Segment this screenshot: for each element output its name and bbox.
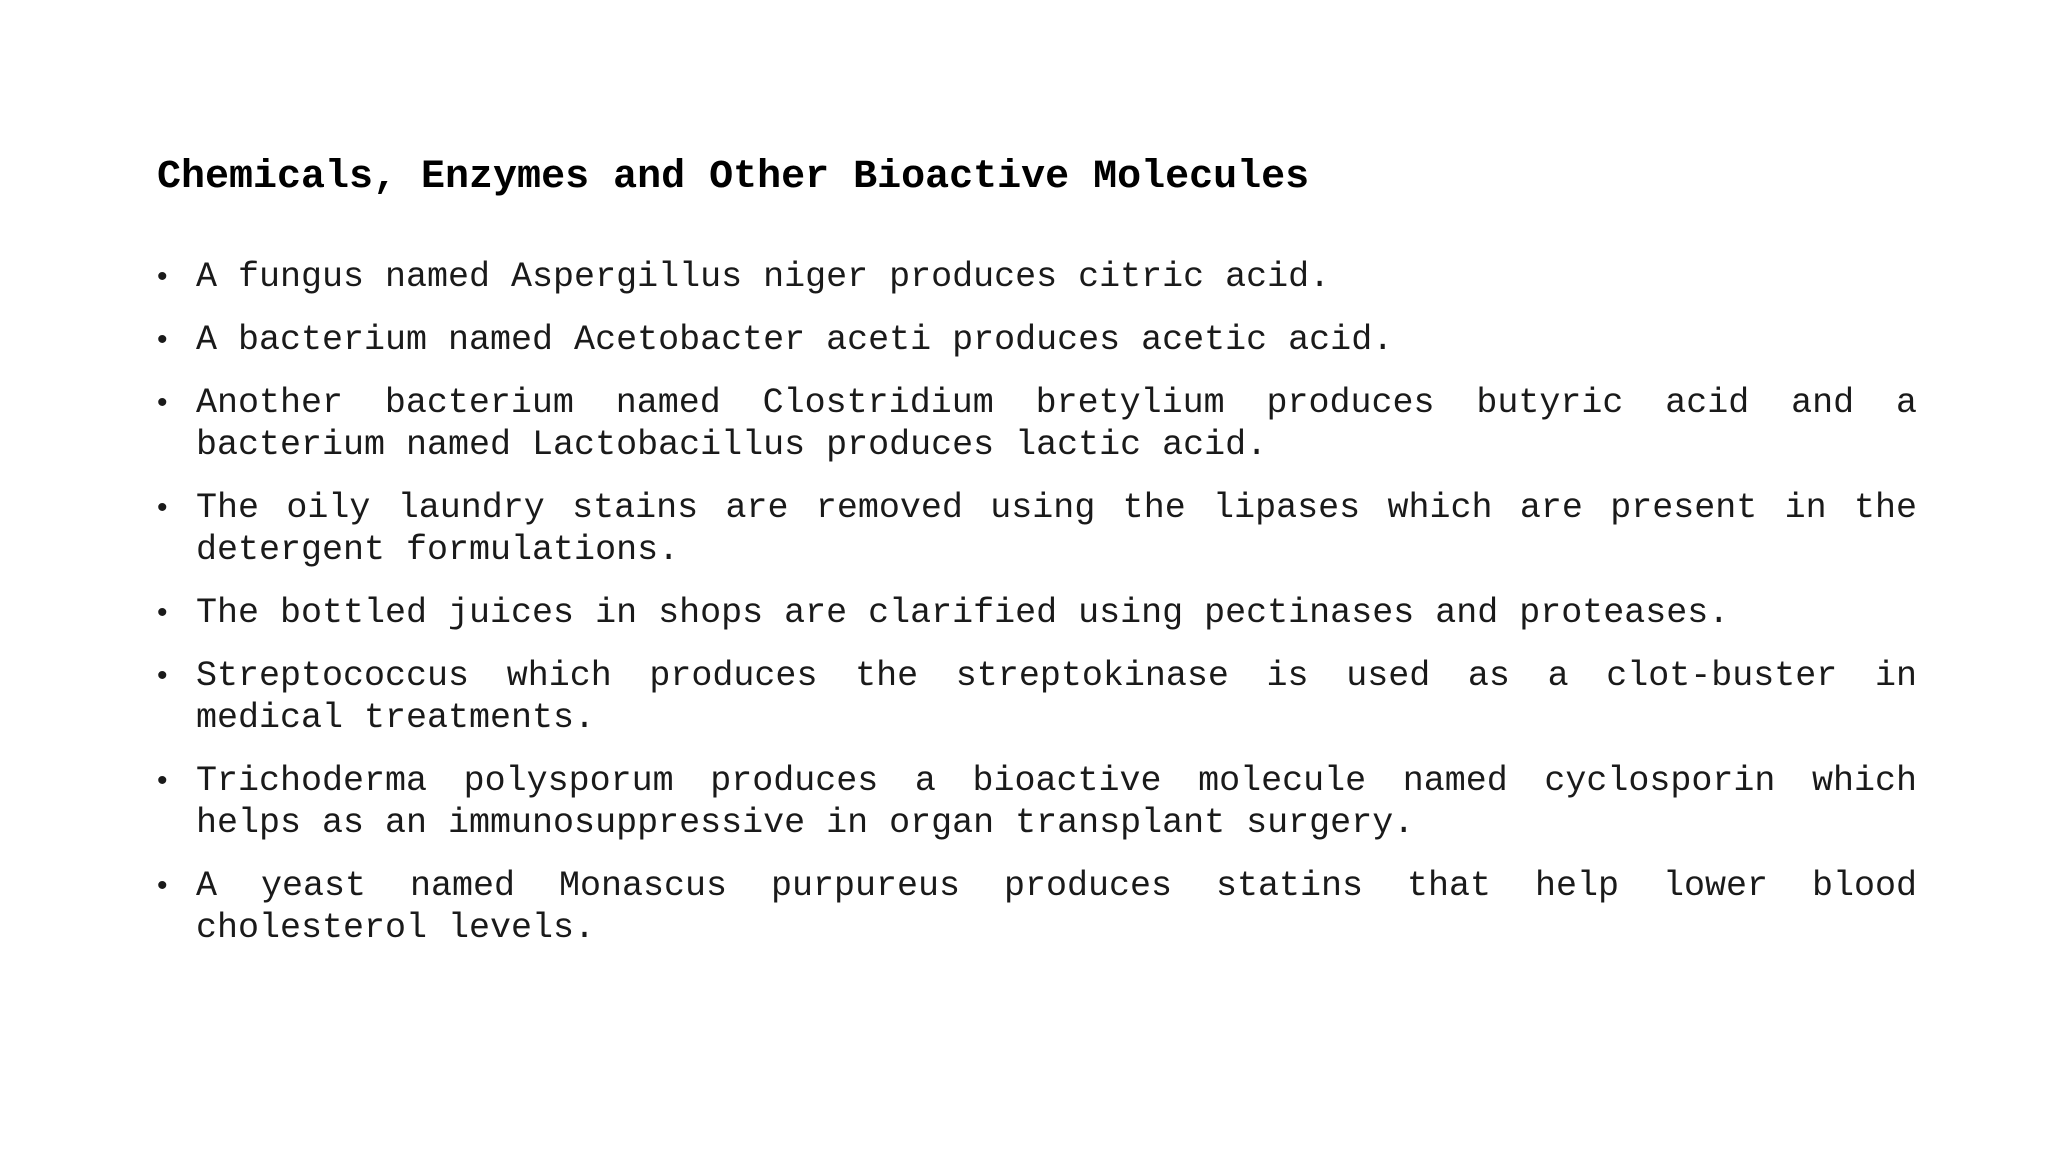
bullet-item [157,655,1917,739]
bullet-text: Streptococcus which produces the streptokinase is used as a clot-buster in medical treatments. [196,656,1917,738]
bullet-icon: • [157,491,168,524]
bullet-item [157,256,1917,298]
bullet-item [157,865,1917,949]
bullet-text: A bacterium named Acetobacter aceti produces acetic acid. [196,320,1394,360]
bullet-text: Another bacterium named Clostridium bretylium produces butyric acid and a bacterium named Lactobacillus produces lactic acid. [196,383,1917,465]
bullet-icon: • [157,659,168,692]
bullet-item [157,760,1917,844]
bullet-list [157,256,1917,970]
bullet-icon: • [157,596,168,629]
bullet-icon: • [157,764,168,797]
bullet-item [157,319,1917,361]
bullet-item [157,382,1917,466]
bullet-text: Trichoderma polysporum produces a bioactive molecule named cyclosporin which helps as an immunosuppressive in organ transplant surgery. [196,761,1917,843]
bullet-text: The oily laundry stains are removed using the lipases which are present in the detergent formulations. [196,488,1917,570]
bullet-text: A yeast named Monascus purpureus produces statins that help lower blood cholesterol levels. [196,866,1917,948]
bullet-icon: • [157,260,168,293]
bullet-text: A fungus named Aspergillus niger produces citric acid. [196,257,1331,297]
bullet-icon: • [157,323,168,356]
slide-title: Chemicals, Enzymes and Other Bioactive Molecules [157,155,1310,200]
bullet-item [157,592,1917,634]
bullet-icon: • [157,869,168,902]
bullet-icon: • [157,386,168,419]
bullet-item [157,487,1917,571]
bullet-text: The bottled juices in shops are clarified using pectinases and proteases. [196,593,1730,633]
